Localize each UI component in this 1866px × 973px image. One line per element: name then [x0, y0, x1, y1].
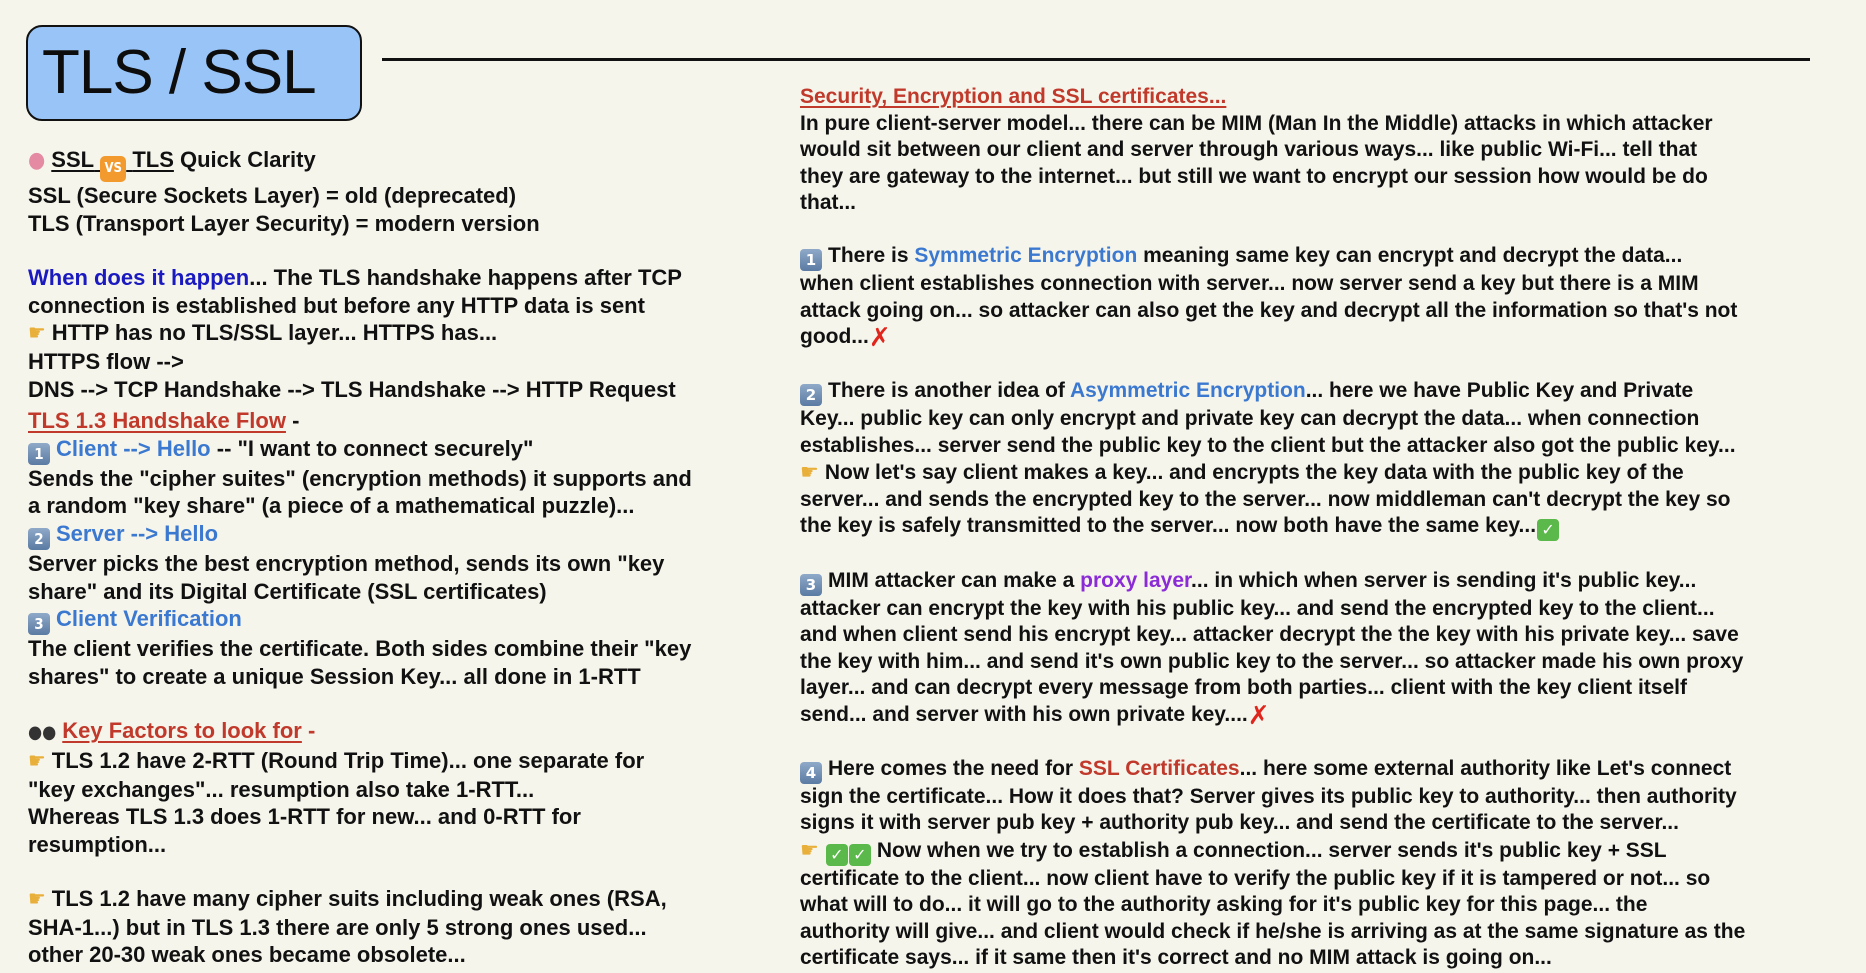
number-2-icon: 2	[28, 528, 50, 550]
security-heading: Security, Encryption and SSL certificates...	[800, 85, 1227, 108]
step-3-line: The client verifies the certificate. Both sides combine their "key	[28, 636, 692, 662]
ssl-cert-line: sign the certificate... How it does that? Server gives its public key to authority... then authority	[800, 784, 1737, 808]
pointing-hand-icon: ☛	[28, 321, 46, 347]
intro-line: they are gateway to the internet... but still we want to encrypt our session how would be do	[800, 164, 1708, 188]
number-1-icon: 1	[800, 249, 822, 271]
ssl-cert-line: authority will give... and client would check if he/she is arriving as at the same signature as the	[800, 919, 1746, 943]
key-factors-heading: ●● Key Factors to look for -	[28, 718, 316, 744]
number-3-icon: 3	[28, 613, 50, 635]
https-flow: DNS --> TCP Handshake --> TLS Handshake --> HTTP Request	[28, 376, 676, 402]
number-2-icon: 2	[800, 384, 822, 406]
proxy-line: 3 MIM attacker can make a proxy layer... in which when server is sending it's public key...	[800, 568, 1860, 596]
https-flow-label: HTTPS flow -->	[28, 348, 184, 374]
factor-2-line: SHA-1...) but in TLS 1.3 there are only 5 strong ones used...	[28, 914, 647, 940]
factor-1-line: ☛ TLS 1.2 have 2-RTT (Round Trip Time)... one separate for	[28, 747, 645, 774]
intro-line: In pure client-server model... there can be MIM (Man In the Middle) attacks in which attacker	[800, 111, 1713, 135]
handshake-heading: TLS 1.3 Handshake Flow -	[28, 408, 300, 434]
when-label: When does it happen	[28, 265, 250, 291]
proxy-line: send... and server with his own private key....✗	[800, 700, 1270, 731]
title-box	[26, 25, 362, 121]
asymmetric-line: Key... public key can only encrypt and private key can decrypt the data... when connection	[800, 407, 1700, 430]
ssl-cert-line: ☛ ✓ ✓ Now when we try to establish a connection... server sends it's public key + SSL	[800, 837, 1667, 864]
asymmetric-line: ☛ Now let's say client makes a key... and encrypts the key data with the public key of the	[800, 460, 1684, 484]
proxy-line: and when client send his encrypt key... attacker decrypt the the key with his private key... save	[800, 623, 1739, 646]
step-1-line: a random "key share" (a piece of a mathematical puzzle)...	[28, 493, 635, 519]
check-mark-icon: ✓	[1537, 519, 1559, 541]
pointing-hand-icon: ☛	[28, 887, 46, 913]
number-1-icon: 1	[28, 443, 50, 465]
asymmetric-line: the key is safely transmitted to the server... now both have the same key... ✓	[800, 513, 1860, 541]
ssl-certificates-term: SSL Certificates	[1078, 756, 1240, 780]
step-3-title: 3 Client Verification	[28, 605, 788, 635]
check-mark-icon: ✓	[849, 844, 871, 866]
ssl-cert-line: signs it with server pub key + authority pub key... and send the certificate to the server...	[800, 811, 1679, 834]
ssl-cert-line: 4 Here comes the need for SSL Certificates... here some external authority like Let's connect	[800, 756, 1860, 784]
ssl-cert-line: what will to do... it will go to the authority asking for it's public key for this page... the	[800, 893, 1648, 916]
pointing-hand-icon: ☛	[28, 748, 46, 774]
pointing-hand-icon: ☛	[800, 460, 819, 484]
brain-icon: ●	[28, 148, 46, 173]
when-line-3: ☛ HTTP has no TLS/SSL layer... HTTPS has...	[28, 320, 498, 347]
ssl-cert-line: certificate says... if it same then it's correct and no MIM attack is going on...	[800, 946, 1552, 969]
intro-line: that...	[800, 191, 856, 214]
step-1-line: Sends the "cipher suites" (encryption methods) it supports and	[28, 465, 692, 491]
symmetric-line: good...✗	[800, 323, 891, 353]
asymmetric-line: 2 There is another idea of Asymmetric Encryption... here we have Public Key and Private	[800, 378, 1860, 406]
pointing-hand-icon: ☛	[800, 837, 819, 862]
factor-2-line: other 20-30 weak ones became obsolete...	[28, 942, 466, 968]
when-line-2: connection is established but before any HTTP data is sent	[28, 292, 645, 318]
number-4-icon: 4	[800, 762, 822, 784]
symmetric-encryption-term: Symmetric Encryption	[914, 244, 1138, 267]
cross-mark-icon: ✗	[868, 323, 891, 353]
quick-clarity-heading: ● SSL VS TLS Quick Clarity	[28, 146, 788, 182]
right-column	[800, 84, 1860, 972]
asymmetric-encryption-term: Asymmetric Encryption	[1069, 379, 1306, 402]
proxy-line: attacker can encrypt the key with his public key... and send the encrypted key to the client...	[800, 596, 1715, 620]
step-3-line: shares" to create a unique Session Key... all done in 1-RTT	[28, 663, 641, 689]
step-2-title: 2 Server --> Hello	[28, 520, 788, 550]
factor-1-line: "key exchanges"... resumption also take 1-RTT...	[28, 776, 535, 802]
symmetric-line: 1 There is Symmetric Encryption meaning same key can encrypt and decrypt the data...	[800, 243, 1860, 271]
proxy-line: the key with him... and send it's own public key to the server... so attacker made his own proxy	[800, 649, 1744, 673]
title-divider	[382, 58, 1810, 61]
factor-1-line: resumption...	[28, 831, 167, 857]
when-line-1: When does it happen... The TLS handshake happens after TCP	[28, 265, 682, 291]
ssl-definition: SSL (Secure Sockets Layer) = old (deprecated)	[28, 183, 517, 208]
asymmetric-line: server... and sends the encrypted key to the server... now middleman can't decrypt the key so	[800, 487, 1731, 511]
cross-mark-icon: ✗	[1247, 700, 1270, 731]
proxy-line: layer... and can decrypt every message from both parties... client with the key client itself	[800, 676, 1687, 699]
symmetric-line: attack going on... so attacker can also get the key and decrypt all the information so that's not	[800, 298, 1738, 322]
tls-definition: TLS (Transport Layer Security) = modern version	[28, 210, 540, 236]
asymmetric-line: establishes... server send the public key to the client but the attacker also got the public key...	[800, 433, 1736, 457]
step-1-title: 1 Client --> Hello -- "I want to connect securely"	[28, 435, 788, 465]
eyes-icon: ●●	[28, 722, 57, 744]
ssl-cert-line: certificate to the client... now client have to verify the public key if it is tampered or not... so	[800, 866, 1711, 890]
vs-icon: VS	[100, 156, 126, 182]
page-title: TLS / SSL	[42, 38, 316, 107]
number-3-icon: 3	[800, 574, 822, 596]
proxy-layer-term: proxy layer	[1080, 568, 1192, 592]
step-2-line: Server picks the best encryption method, sends its own "key	[28, 550, 665, 576]
left-column	[28, 146, 788, 969]
check-mark-icon: ✓	[826, 844, 848, 866]
symmetric-line: when client establishes connection with server... now server send a key but there is a MIM	[800, 272, 1699, 295]
intro-line: would sit between our client and server through various ways... like public Wi-Fi... tell that	[800, 138, 1698, 161]
factor-2-line: ☛ TLS 1.2 have many cipher suits including weak ones (RSA,	[28, 886, 667, 913]
step-2-line: share" and its Digital Certificate (SSL certificates)	[28, 578, 547, 604]
factor-1-line: Whereas TLS 1.3 does 1-RTT for new... and 0-RTT for	[28, 804, 581, 830]
